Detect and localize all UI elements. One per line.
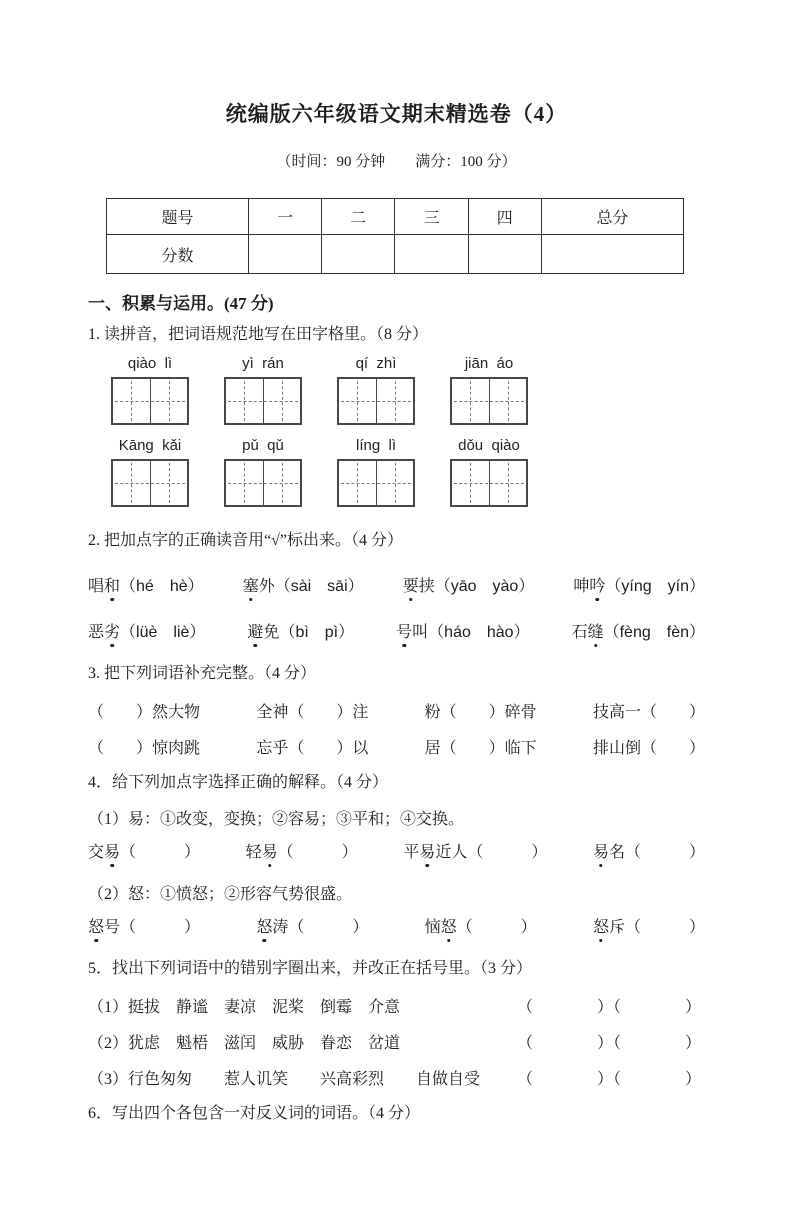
q4-item — [88, 914, 200, 937]
answer-blank: （ ） — [288, 919, 369, 936]
char: 挟 — [418, 578, 435, 595]
score-cell-empty — [322, 235, 395, 274]
dotted-char: 怒 — [88, 914, 104, 937]
pinyin-group — [224, 437, 302, 507]
pinyin-label: qí zhì — [355, 355, 397, 372]
q5-words: （1）挺拔 静谧 妻凉 泥桨 倒霉 介意 — [88, 999, 401, 1016]
char: 恼 — [424, 919, 441, 936]
dotted-char: 怒 — [441, 914, 457, 937]
q3-line-2 — [88, 735, 705, 758]
char: 斥 — [608, 919, 625, 936]
tianzige-box — [111, 459, 189, 507]
dotted-char: 避 — [247, 619, 263, 642]
dotted-char: 易 — [104, 839, 120, 862]
tianzige-cell — [263, 379, 301, 423]
pinyin-options: （fèng fèn） — [603, 624, 705, 641]
q2-phrase — [247, 619, 354, 642]
pinyin-label: líng lì — [355, 437, 397, 454]
pinyin-group — [450, 437, 528, 507]
q4-part2-intro: （2）怒：①愤怒；②形容气势很盛。 — [88, 886, 353, 903]
q3-phrase: （ ）惊肉跳 — [88, 740, 201, 757]
pinyin-group — [111, 437, 189, 507]
tianzige-cell — [150, 379, 188, 423]
q5-row — [88, 994, 705, 1017]
pinyin-options: （yāo yào） — [434, 578, 535, 595]
q4-item — [246, 839, 358, 862]
q5-row — [88, 1030, 705, 1053]
dotted-char: 怒 — [593, 914, 609, 937]
q4-part2-items — [88, 914, 705, 945]
pinyin-grid-row-1 — [111, 355, 705, 425]
q2-line-1 — [88, 573, 705, 602]
pinyin-group — [224, 355, 302, 425]
answer-blank: （ ） — [624, 844, 705, 861]
question-1-text: 1. 读拼音，把词语规范地写在田字格里。（8 分） — [88, 326, 429, 343]
score-table-score-row — [107, 235, 684, 274]
q3-phrase: （ ）然大物 — [88, 704, 201, 721]
answer-blank: （ ） — [456, 919, 537, 936]
pinyin-group — [450, 355, 528, 425]
q2-phrase — [396, 619, 529, 642]
question-3-text: 3. 把下列词语补充完整。（4 分） — [88, 665, 317, 682]
q5-words: （2）犹虑 魁梧 滋闰 威胁 眷恋 岔道 — [88, 1035, 401, 1052]
q5-answer-brackets: （ ）（ ） — [516, 1035, 701, 1052]
score-header-cell: 二 — [322, 199, 395, 235]
tianzige-cell — [113, 379, 150, 423]
tianzige-cell — [263, 461, 301, 505]
dotted-char: 要 — [403, 573, 419, 596]
tianzige-box — [224, 459, 302, 507]
dotted-char: 缝 — [588, 619, 604, 642]
tianzige-cell — [489, 379, 527, 423]
exam-subtitle: （时间：90 分钟 满分：100 分） — [276, 154, 517, 170]
tianzige-box — [337, 377, 415, 425]
q4-item — [593, 914, 705, 937]
tianzige-cell — [489, 461, 527, 505]
score-cell-empty — [541, 235, 683, 274]
score-table-header-row — [107, 199, 684, 235]
pinyin-label: jiān áo — [464, 355, 514, 372]
q2-phrase — [572, 619, 705, 642]
q3-phrase: 排山倒（ ） — [592, 740, 705, 757]
char: 交 — [88, 844, 105, 861]
question-6-text: 6．写出四个各包含一对反义词的词语。（4 分） — [88, 1105, 421, 1122]
char: 呻 — [573, 578, 590, 595]
q3-phrase: 居（ ）临下 — [424, 740, 537, 757]
char: 近人 — [435, 844, 468, 861]
char: 石 — [571, 624, 588, 641]
char: 平 — [403, 844, 420, 861]
char: 涛 — [272, 919, 289, 936]
dotted-char: 塞 — [243, 573, 259, 596]
pinyin-options: （sài sāi） — [274, 578, 364, 595]
char: 免 — [263, 624, 280, 641]
q2-phrase — [243, 573, 364, 596]
score-header-cell: 总分 — [541, 199, 683, 235]
q3-line-1 — [88, 699, 705, 722]
pinyin-options: （yíng yín） — [605, 578, 705, 595]
dotted-char: 吟 — [589, 573, 605, 596]
score-cell-empty — [395, 235, 468, 274]
q4-item — [593, 839, 705, 862]
tianzige-box — [450, 377, 528, 425]
pinyin-group — [337, 437, 415, 507]
q5-answer-brackets: （ ）（ ） — [516, 999, 701, 1016]
q4-item — [256, 914, 368, 937]
q4-part1-intro: （1）易：①改变，变换；②容易；③平和；④交换。 — [88, 811, 465, 828]
tianzige-cell — [452, 461, 489, 505]
pinyin-label: qiào lì — [127, 355, 173, 372]
char: 号 — [104, 919, 121, 936]
answer-blank: （ ） — [624, 919, 705, 936]
answer-blank: （ ） — [467, 844, 548, 861]
tianzige-cell — [113, 461, 150, 505]
char: 恶 — [88, 624, 105, 641]
pinyin-label: yì rán — [242, 355, 284, 372]
score-table — [106, 198, 684, 274]
tianzige-cell — [339, 461, 376, 505]
char: 轻 — [245, 844, 262, 861]
pinyin-grid-row-2 — [111, 437, 705, 507]
tianzige-cell — [339, 379, 376, 423]
q5-answer-brackets: （ ）（ ） — [516, 1071, 701, 1088]
q3-phrase: 技高一（ ） — [592, 704, 705, 721]
answer-blank: （ ） — [120, 844, 201, 861]
score-cell-empty — [249, 235, 322, 274]
q2-phrase — [573, 573, 705, 596]
char: 唱 — [88, 578, 105, 595]
q2-phrase — [88, 573, 204, 596]
tianzige-cell — [376, 379, 414, 423]
q3-phrase: 全神（ ）注 — [256, 704, 369, 721]
q2-phrase — [403, 573, 535, 596]
tianzige-box — [337, 459, 415, 507]
q3-phrase: 粉（ ）碎骨 — [424, 704, 537, 721]
dotted-char: 易 — [593, 839, 609, 862]
char: 名 — [608, 844, 625, 861]
dotted-char: 怒 — [256, 914, 272, 937]
tianzige-cell — [376, 461, 414, 505]
tianzige-cell — [226, 461, 263, 505]
tianzige-cell — [226, 379, 263, 423]
dotted-char: 易 — [262, 839, 278, 862]
pinyin-group — [111, 355, 189, 425]
pinyin-label: pǔ qǔ — [242, 437, 284, 454]
answer-blank: （ ） — [120, 919, 201, 936]
question-5-text: 5．找出下列词语中的错别字圈出来，并改正在括号里。（3 分） — [88, 960, 533, 977]
question-4-text: 4．给下列加点字选择正确的解释。（4 分） — [88, 774, 389, 791]
tianzige-cell — [150, 461, 188, 505]
question-2-text: 2. 把加点字的正确读音用“√”标出来。（4 分） — [88, 532, 403, 549]
q4-part1-items — [88, 839, 705, 870]
pinyin-options: （lüè liè） — [120, 624, 206, 641]
q2-line-2 — [88, 619, 705, 648]
dotted-char: 劣 — [104, 619, 120, 642]
q4-item — [403, 839, 547, 862]
char: 叫 — [412, 624, 429, 641]
pinyin-group — [337, 355, 415, 425]
pinyin-options: （hé hè） — [120, 578, 204, 595]
pinyin-label: dǒu qiào — [458, 437, 520, 454]
q4-item — [425, 914, 537, 937]
char: 外 — [258, 578, 275, 595]
tianzige-box — [111, 377, 189, 425]
tianzige-box — [224, 377, 302, 425]
dotted-char: 易 — [419, 839, 435, 862]
tianzige-cell — [452, 379, 489, 423]
exam-title: 统编版六年级语文期末精选卷（4） — [225, 102, 568, 126]
q3-phrase: 忘乎（ ）以 — [256, 740, 369, 757]
dotted-char: 和 — [104, 573, 120, 596]
pinyin-options: （háo hào） — [428, 624, 530, 641]
dotted-char: 号 — [396, 619, 412, 642]
q5-words: （3）行色匆匆 惹人讥笑 兴高彩烈 自做自受 — [88, 1071, 481, 1088]
q4-item — [88, 839, 200, 862]
score-header-cell: 题号 — [107, 199, 249, 235]
section-heading: 一、积累与运用。(47 分) — [88, 294, 274, 313]
score-cell-empty — [468, 235, 541, 274]
score-header-cell: 三 — [395, 199, 468, 235]
q2-phrase — [88, 619, 205, 642]
score-header-cell: 一 — [249, 199, 322, 235]
pinyin-label: Kāng kǎi — [118, 437, 182, 454]
q5-row — [88, 1066, 705, 1089]
tianzige-box — [450, 459, 528, 507]
score-row-label: 分数 — [107, 235, 249, 274]
answer-blank: （ ） — [277, 844, 358, 861]
score-header-cell: 四 — [468, 199, 541, 235]
pinyin-options: （bì pì） — [279, 624, 355, 641]
exam-paper-page — [0, 98, 793, 1220]
